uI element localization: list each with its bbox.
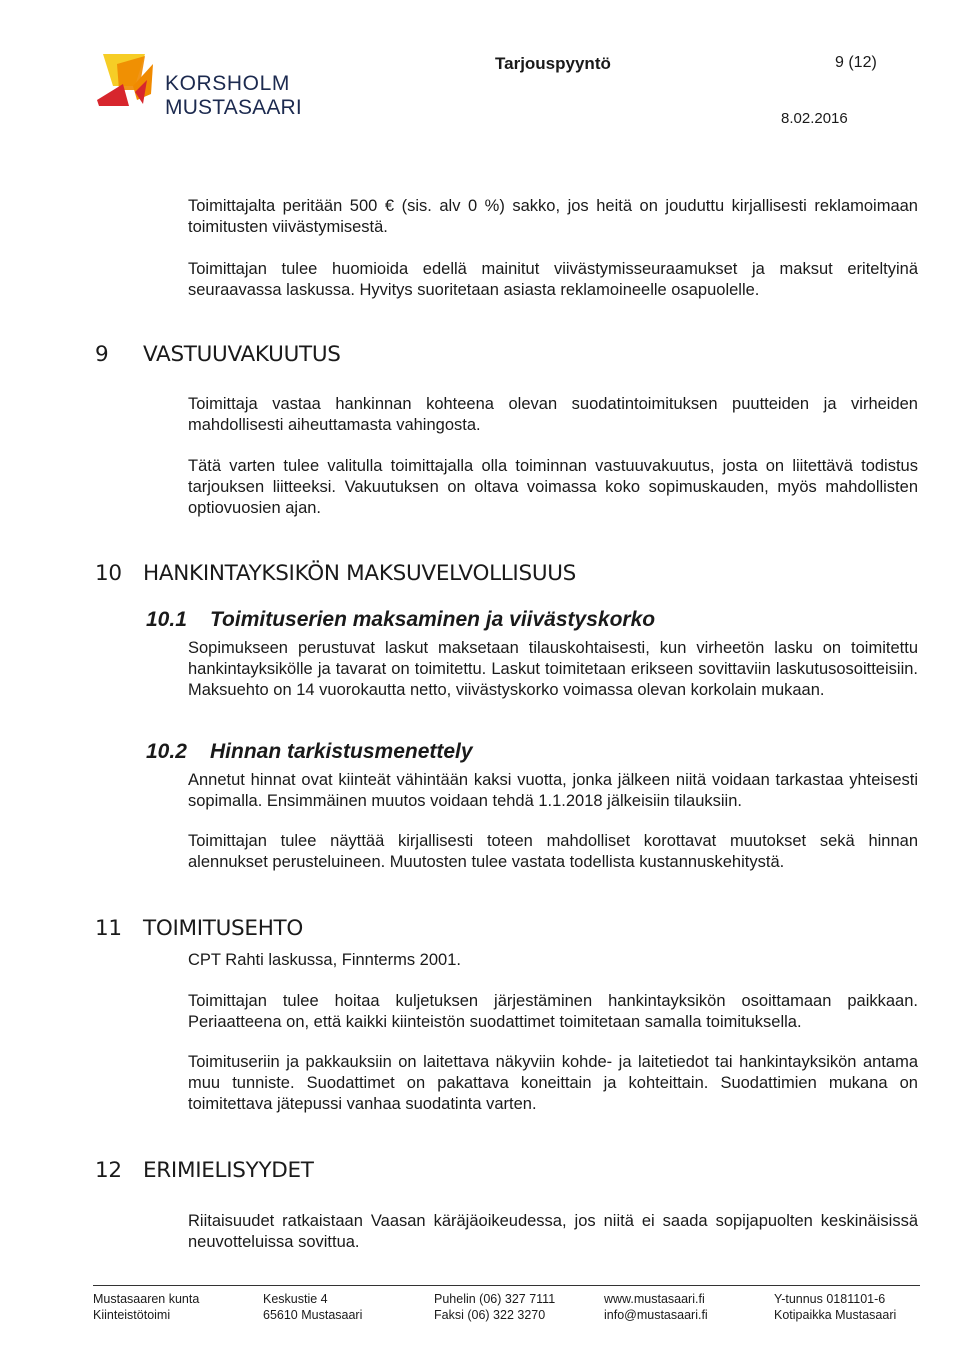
paragraph-penalty: Toimittajalta peritään 500 € (sis. alv 0 %) sakko, jos heitä on jouduttu kirjallisesti reklamoimaan toimitusten viivästymisestä.	[188, 197, 918, 236]
footer-text: Mustasaaren kunta	[93, 1292, 200, 1306]
footer-text: Puhelin (06) 327 7111	[434, 1292, 556, 1306]
section-12-paragraph: Riitaisuudet ratkaistaan Vaasan käräjäoikeudessa, jos niitä ei saada sopijapuolten keskinäisissä neuvotteluissa sovittua.	[188, 1212, 918, 1251]
section-number: 10	[95, 561, 122, 586]
section-9-paragraph-2: Tätä varten tulee valitulla toimittajalla olla toiminnan vastuuvakuutus, josta on liitettävä todistus tarjouksen liitteeksi. Vakuutuksen on oltava voimassa koko sopimuskauden, myös mahdollisten optiovuosien ajan.	[188, 457, 918, 517]
municipality-name	[165, 72, 302, 120]
footer-text: Y-tunnus 0181101-6	[774, 1292, 886, 1306]
subsection-10-1-paragraph: Sopimukseen perustuvat laskut maksetaan tilauskohtaisesti, kun virheetön lasku on toimitettu hankintayksikölle ja tavarat on toimitettu. Laskut toimitetaan erikseen sovittaviin laskutusosoitteisiin. Maksuehto on 14 vuorokautta netto, viivästyskorko voimassa olevan korkolain mukaan.	[188, 639, 918, 699]
subsection-10-2-paragraph-1: Annetut hinnat ovat kiinteät vähintään kaksi vuotta, jonka jälkeen niitä voidaan tarkastaa yhteisesti sopimalla. Ensimmäinen muutos voidaan tehdä 1.1.2018 jälkeisiin tilauksiin.	[188, 771, 918, 810]
footer-text: 65610 Mustasaari	[263, 1308, 363, 1322]
section-number: 11	[95, 916, 122, 941]
footer-organization	[93, 1291, 199, 1323]
footer-text: Kiinteistötoimi	[93, 1308, 171, 1322]
footer-web	[604, 1291, 708, 1323]
logo-line-1: KORSHOLM	[165, 72, 290, 95]
footer-website-link[interactable]: www.mustasaari.fi	[604, 1292, 705, 1306]
subsection-10-1-heading	[146, 608, 655, 632]
footer-text: Kotipaikka Mustasaari	[774, 1308, 897, 1322]
paragraph-delay-consequences: Toimittajan tulee huomioida edellä mainitut viivästymisseuraamukset ja maksut eriteltyinä seuraavassa laskussa. Hyvitys suoritetaan asiasta reklamoineelle osapuolelle.	[188, 260, 918, 299]
subsection-10-2-heading	[146, 740, 473, 764]
logo-line-2: MUSTASAARI	[165, 96, 302, 119]
footer-phone	[434, 1291, 555, 1323]
page-number: 9 (12)	[835, 54, 877, 71]
section-9-paragraph-1: Toimittaja vastaa hankinnan kohteena olevan suodatintoimituksen puutteiden ja virheiden mahdollisesti aiheuttamasta vahingosta.	[188, 395, 918, 434]
footer-address	[263, 1291, 362, 1323]
document-title: Tarjouspyyntö	[495, 54, 611, 73]
document-date: 8.02.2016	[781, 110, 848, 127]
subsection-number: 10.2	[146, 740, 187, 763]
section-11-paragraph-2: Toimittajan tulee hoitaa kuljetuksen järjestäminen hankintayksikön osoittamaan paikkaan. Periaatteena on, että kaikki kiinteistön suodattimet toimitetaan samalla toimituksella.	[188, 992, 918, 1031]
subsection-10-2-paragraph-2: Toimittajan tulee näyttää kirjallisesti toteen mahdolliset korottavat muutokset sekä hinnan alennukset perusteluineen. Muutosten tulee vastata todellista kustannuskehitystä.	[188, 832, 918, 871]
footer-email-link[interactable]: info@mustasaari.fi	[604, 1308, 708, 1322]
section-11-paragraph-3: Toimituseriin ja pakkauksiin on laitettava näkyviin kohde- ja laitetiedot tai hankintayksikön antama muu tunniste. Suodattimet on pakattava koneittain ja kohteittain. Suodattimien mukana on toimitettava jätepussi vanhaa suodatinta varten.	[188, 1053, 918, 1113]
footer-text: Keskustie 4	[263, 1292, 328, 1306]
subsection-title: Toimituserien maksaminen ja viivästyskorko	[210, 608, 656, 631]
section-title: VASTUUVAKUUTUS	[143, 342, 341, 367]
subsection-number: 10.1	[146, 608, 187, 631]
section-11-paragraph-1: CPT Rahti laskussa, Finnterms 2001.	[188, 951, 461, 969]
section-number: 12	[95, 1158, 122, 1183]
section-number: 9	[95, 342, 109, 367]
footer-business-id	[774, 1291, 896, 1323]
municipality-logo-icon	[95, 50, 155, 106]
section-title: HANKINTAYKSIKÖN MAKSUVELVOLLISUUS	[143, 561, 577, 586]
footer-text: Faksi (06) 322 3270	[434, 1308, 546, 1322]
footer-divider	[93, 1285, 920, 1286]
section-title: ERIMIELISYYDET	[143, 1158, 314, 1183]
subsection-title: Hinnan tarkistusmenettely	[210, 740, 473, 763]
section-title: TOIMITUSEHTO	[143, 916, 304, 941]
